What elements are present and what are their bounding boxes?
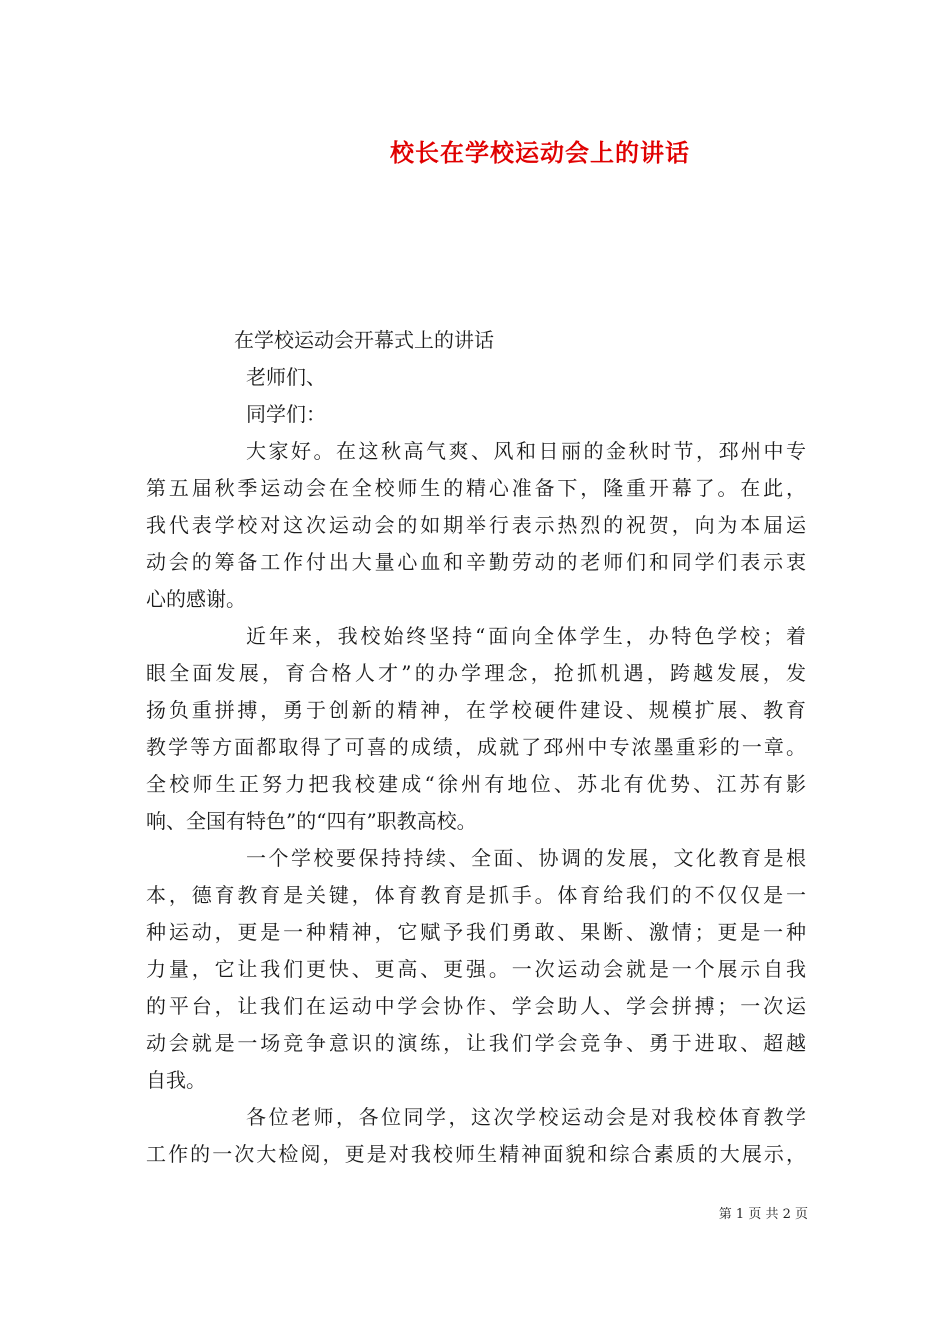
paragraph-line: 动会的筹备工作付出大量心血和辛勤劳动的老师们和同学们表示衷	[146, 550, 806, 574]
paragraph-line: 近年来，我校始终坚持“面向全体学生，办特色学校；着	[246, 624, 806, 648]
salutation-students: 同学们：	[246, 402, 326, 426]
paragraph-line: 第五届秋季运动会在全校师生的精心准备下，隆重开幕了。在此，	[146, 476, 806, 500]
paragraph-line: 扬负重拼搏，勇于创新的精神，在学校硬件建设、规模扩展、教育	[146, 698, 806, 722]
paragraph-line: 我代表学校对这次运动会的如期举行表示热烈的祝贺，向为本届运	[146, 513, 806, 537]
paragraph-line: 各位老师，各位同学，这次学校运动会是对我校体育教学	[246, 1105, 806, 1129]
speech-subtitle: 在学校运动会开幕式上的讲话	[234, 328, 494, 352]
paragraph-line: 教学等方面都取得了可喜的成绩，成就了邳州中专浓墨重彩的一章。	[146, 735, 806, 759]
paragraph-line: 自我。	[146, 1068, 206, 1092]
page-title: 校长在学校运动会上的讲话	[390, 138, 690, 167]
paragraph-line: 本，德育教育是关键，体育教育是抓手。体育给我们的不仅仅是一	[146, 883, 806, 907]
paragraph-line: 响、全国有特色”的“四有”职教高校。	[146, 809, 477, 833]
document-body	[146, 322, 806, 1173]
paragraph-line: 全校师生正努力把我校建成“徐州有地位、苏北有优势、江苏有影	[146, 772, 806, 796]
paragraph-line: 工作的一次大检阅，更是对我校师生精神面貌和综合素质的大展示，	[146, 1142, 806, 1166]
paragraph-line: 动会就是一场竞争意识的演练，让我们学会竞争、勇于进取、超越	[146, 1031, 806, 1055]
salutation-teachers: 老师们、	[246, 365, 326, 389]
paragraph-line: 的平台，让我们在运动中学会协作、学会助人、学会拼搏；一次运	[146, 994, 806, 1018]
paragraph-line: 大家好。在这秋高气爽、风和日丽的金秋时节，邳州中专	[246, 439, 806, 463]
paragraph-line: 种运动，更是一种精神，它赋予我们勇敢、果断、激情；更是一种	[146, 920, 806, 944]
paragraph-line: 力量，它让我们更快、更高、更强。一次运动会就是一个展示自我	[146, 957, 806, 981]
paragraph-line: 眼全面发展，育合格人才”的办学理念，抢抓机遇，跨越发展，发	[146, 661, 806, 685]
paragraph-line: 心的感谢。	[146, 587, 246, 611]
paragraph-line: 一个学校要保持持续、全面、协调的发展，文化教育是根	[246, 846, 806, 870]
page-number: 第 1 页 共 2 页	[718, 1207, 808, 1222]
